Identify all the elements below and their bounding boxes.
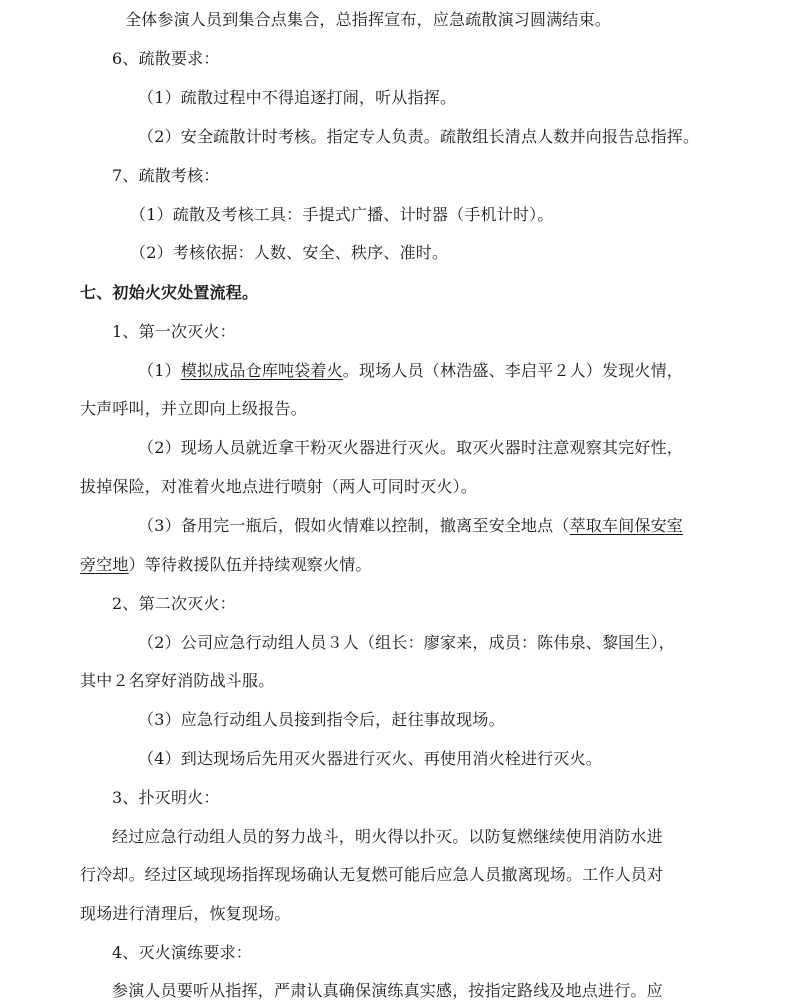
- underlined-text: 旁空地: [80, 555, 129, 574]
- list-item: （1）疏散及考核工具：手提式广播、计时器（手机计时）。: [130, 205, 554, 224]
- underlined-text: 模拟成品仓库吨袋着火: [180, 361, 343, 380]
- list-item: （2）现场人员就近拿干粉灭火器进行灭火。取灭火器时注意观察其完好性，: [138, 438, 683, 457]
- text-line: 大声呼叫，并立即向上级报告。: [80, 399, 307, 418]
- list-item: （2）安全疏散计时考核。指定专人负责。疏散组长清点人数并向报告总指挥。: [138, 127, 700, 146]
- section-heading: 2、第二次灭火：: [112, 594, 236, 613]
- paragraph-line: 经过应急行动组人员的努力战斗，明火得以扑灭。以防复燃继续使用消防水进: [112, 827, 663, 846]
- list-item: [138, 515, 683, 537]
- paragraph-line: 参演人员要听从指挥，严肃认真确保演练真实感，按指定路线及地点进行。应: [112, 981, 663, 1000]
- paragraph-line: 现场进行清理后，恢复现场。: [80, 904, 291, 923]
- list-item: （2）公司应急行动组人员３人（组长：廖家来，成员：陈伟泉、黎国生），: [138, 633, 675, 652]
- item-text: 。现场人员（林浩盛、李启平２人）发现火情，: [342, 361, 683, 380]
- item-text: ）等待救援队伍并持续观察火情。: [128, 555, 372, 574]
- section-heading: 1、第一次灭火：: [112, 322, 236, 341]
- list-item: （3）应急行动组人员接到指令后，赶往事故现场。: [138, 710, 505, 729]
- underlined-text: 萃取车间保安室: [569, 516, 683, 535]
- list-item: （2）考核依据：人数、安全、秩序、准时。: [130, 243, 449, 262]
- section-heading: 4、灭火演练要求：: [112, 943, 252, 962]
- section-heading: 7、疏散考核：: [112, 166, 220, 185]
- paragraph-line: 行冷却。经过区域现场指挥现场确认无复燃可能后应急人员撤离现场。工作人员对: [80, 865, 664, 884]
- list-item: （4）到达现场后先用灭火器进行灭火、再使用消火栓进行灭火。: [138, 749, 602, 768]
- text-line: 其中２名穿好消防战斗服。: [80, 671, 275, 690]
- list-item: [138, 360, 683, 382]
- item-text: （3）备用完一瓶后，假如火情难以控制，撤离至安全地点（: [138, 516, 570, 535]
- text-line: [80, 554, 372, 576]
- section-heading: 6、疏散要求：: [112, 49, 220, 68]
- section-heading: 3、扑灭明火：: [112, 788, 220, 807]
- chapter-heading: 七、初始火灾处置流程。: [80, 283, 259, 302]
- list-item: （1）疏散过程中不得追逐打闹，听从指挥。: [138, 88, 457, 107]
- text-line: 全体参演人员到集合点集合，总指挥宣布，应急疏散演习圆满结束。: [125, 10, 612, 29]
- item-number: （1）: [138, 361, 181, 380]
- text-line: 拔掉保险，对准着火地点进行喷射（两人可同时灭火）。: [80, 477, 478, 496]
